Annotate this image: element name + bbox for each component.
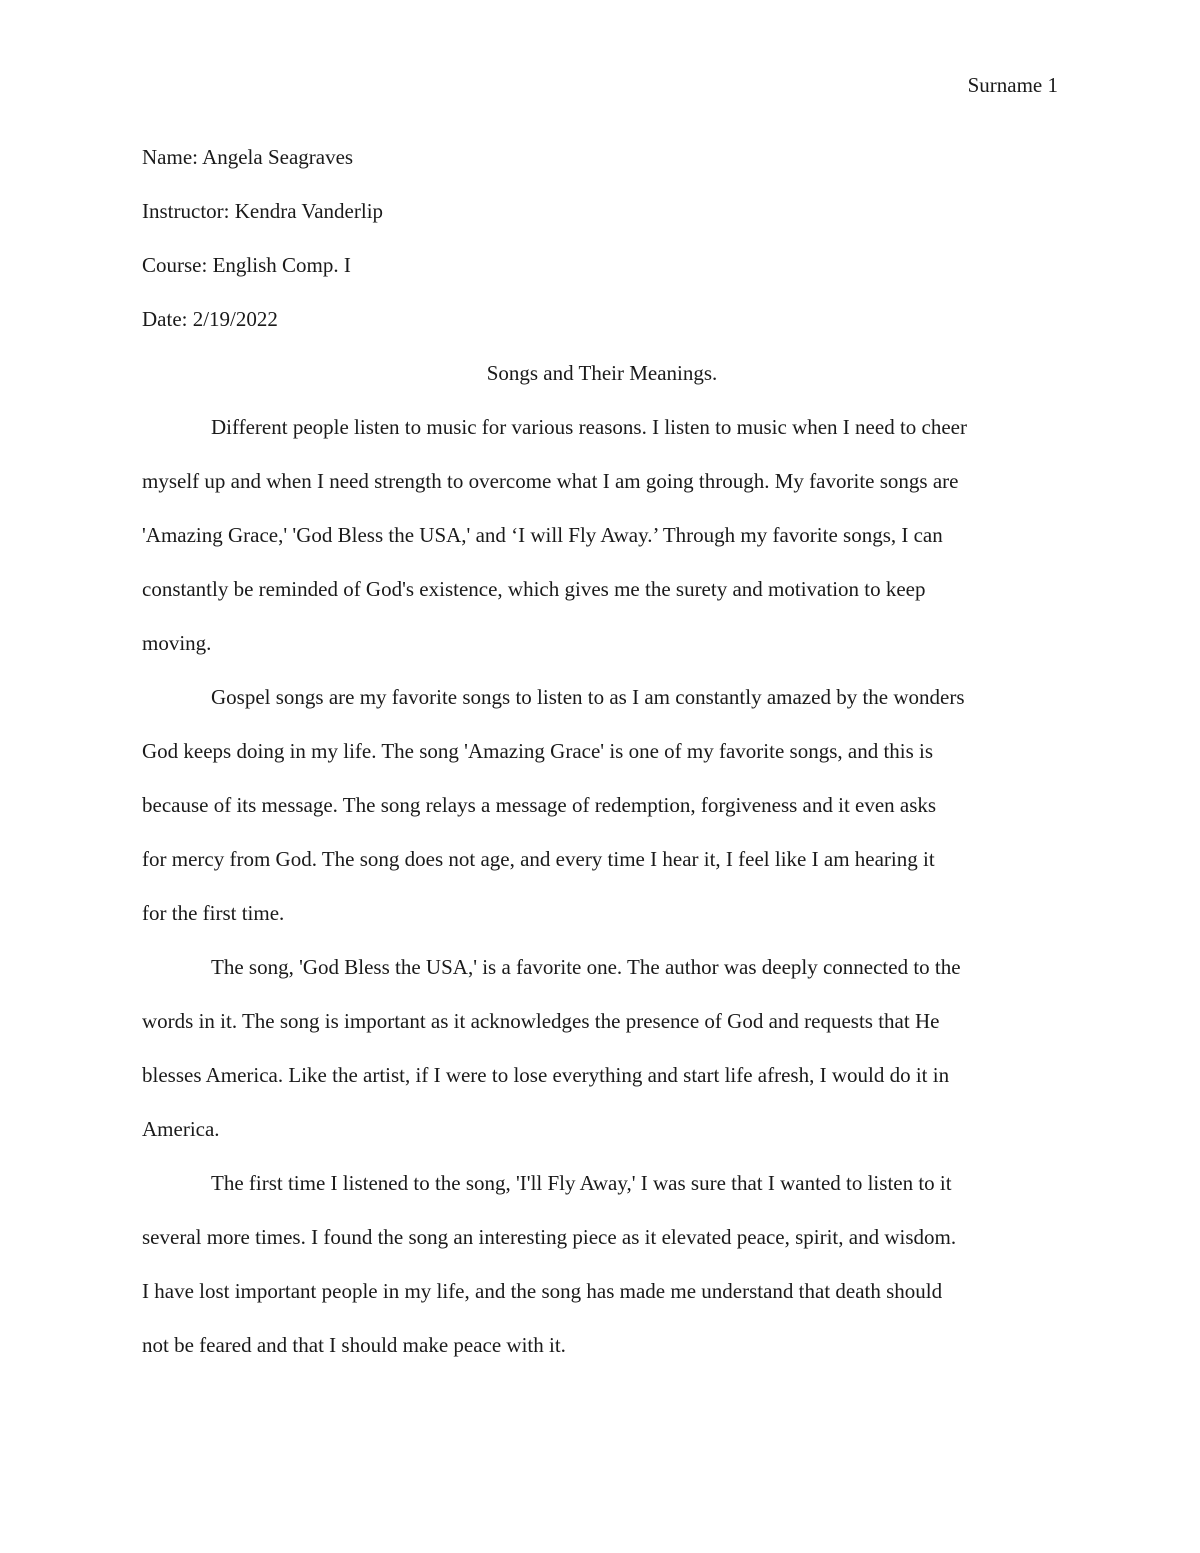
paragraph-3 bbox=[142, 940, 1062, 1156]
paragraph-2 bbox=[142, 670, 1062, 940]
paragraph-line: blesses America. Like the artist, if I were to lose everything and start life afresh, I would do it in bbox=[142, 1063, 950, 1087]
paragraph-line: God keeps doing in my life. The song 'Amazing Grace' is one of my favorite songs, and this is bbox=[142, 739, 934, 763]
document-body bbox=[142, 130, 1062, 1372]
submission-date: Date: 2/19/2022 bbox=[142, 307, 278, 331]
running-head: Surname 1 bbox=[967, 73, 1058, 97]
paragraph-line: because of its message. The song relays a message of redemption, forgiveness and it even asks bbox=[142, 793, 937, 817]
paragraph-line: constantly be reminded of God's existence, which gives me the surety and motivation to keep bbox=[142, 577, 926, 601]
paragraph-line: moving. bbox=[142, 631, 212, 655]
paragraph-line: Gospel songs are my favorite songs to listen to as I am constantly amazed by the wonders bbox=[211, 685, 965, 709]
paragraph-line: words in it. The song is important as it acknowledges the presence of God and requests that He bbox=[142, 1009, 940, 1033]
paragraph-line: I have lost important people in my life, and the song has made me understand that death should bbox=[142, 1279, 943, 1303]
paragraph-line: The song, 'God Bless the USA,' is a favorite one. The author was deeply connected to the bbox=[211, 955, 961, 979]
course-name: Course: English Comp. I bbox=[142, 253, 351, 277]
paragraph-line: America. bbox=[142, 1117, 220, 1141]
paragraph-line: The first time I listened to the song, 'I'll Fly Away,' I was sure that I wanted to listen to it bbox=[211, 1171, 952, 1195]
paragraph-4 bbox=[142, 1156, 1062, 1372]
paragraph-line: several more times. I found the song an interesting piece as it elevated peace, spirit, and wisdom. bbox=[142, 1225, 957, 1249]
paragraph-line: myself up and when I need strength to overcome what I am going through. My favorite songs are bbox=[142, 469, 959, 493]
paragraph-line: for mercy from God. The song does not age, and every time I hear it, I feel like I am hearing it bbox=[142, 847, 935, 871]
instructor-name: Instructor: Kendra Vanderlip bbox=[142, 199, 384, 223]
essay-title: Songs and Their Meanings. bbox=[486, 361, 718, 385]
paragraph-line: not be feared and that I should make peace with it. bbox=[142, 1333, 566, 1357]
paragraph-line: 'Amazing Grace,' 'God Bless the USA,' and ‘I will Fly Away.’ Through my favorite songs, I can bbox=[142, 523, 943, 547]
paragraph-line: Different people listen to music for various reasons. I listen to music when I need to cheer bbox=[211, 415, 967, 439]
paragraph-1 bbox=[142, 400, 1062, 670]
student-name: Name: Angela Seagraves bbox=[142, 145, 354, 169]
paragraph-line: for the first time. bbox=[142, 901, 285, 925]
